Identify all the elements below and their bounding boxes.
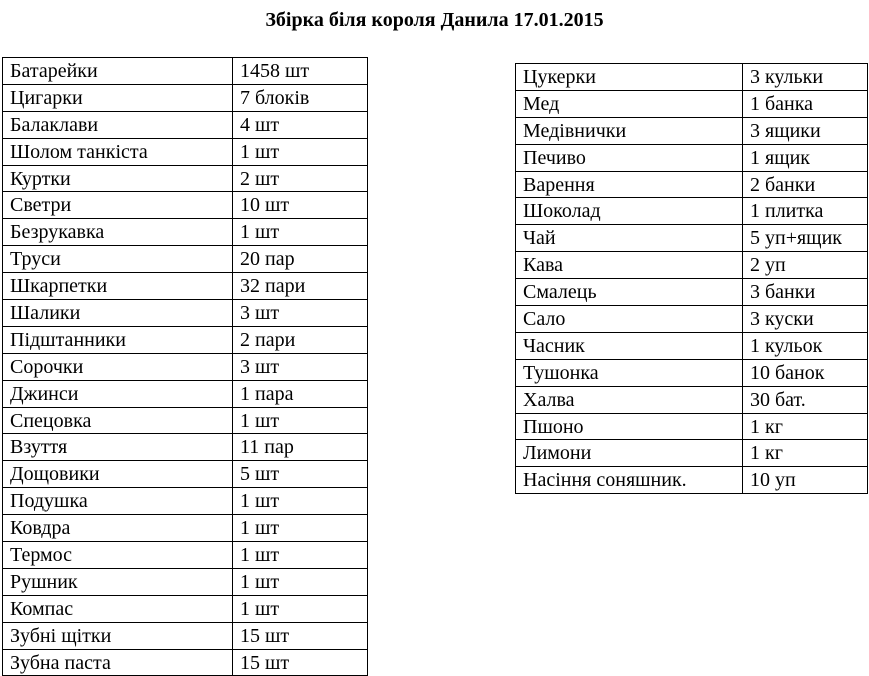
item-name-cell: Балаклави bbox=[3, 111, 233, 138]
item-quantity-cell: 1 шт bbox=[233, 488, 368, 515]
item-name-cell: Джинси bbox=[3, 380, 233, 407]
table-row bbox=[3, 58, 368, 85]
item-quantity-cell: 1 банка bbox=[743, 90, 868, 117]
item-name-cell: Дощовики bbox=[3, 461, 233, 488]
table-row bbox=[3, 568, 368, 595]
item-name-cell: Рушник bbox=[3, 568, 233, 595]
table-row bbox=[516, 225, 868, 252]
table-row bbox=[3, 111, 368, 138]
item-quantity-cell: 10 уп bbox=[743, 467, 868, 494]
item-quantity-cell: 1 шт bbox=[233, 138, 368, 165]
item-name-cell: Лимони bbox=[516, 440, 743, 467]
table-row bbox=[516, 252, 868, 279]
item-quantity-cell: 3 ящики bbox=[743, 117, 868, 144]
item-quantity-cell: 11 пар bbox=[233, 434, 368, 461]
item-name-cell: Шоколад bbox=[516, 198, 743, 225]
table-row bbox=[3, 488, 368, 515]
item-quantity-cell: 10 шт bbox=[233, 192, 368, 219]
table-row bbox=[516, 279, 868, 306]
table-row bbox=[516, 386, 868, 413]
item-name-cell: Зубна паста bbox=[3, 649, 233, 676]
table-row bbox=[3, 407, 368, 434]
item-name-cell: Сорочки bbox=[3, 353, 233, 380]
table-row bbox=[3, 515, 368, 542]
item-name-cell: Чай bbox=[516, 225, 743, 252]
table-row bbox=[3, 273, 368, 300]
table-row bbox=[516, 198, 868, 225]
item-quantity-cell: 2 пари bbox=[233, 326, 368, 353]
item-quantity-cell: 1 пара bbox=[233, 380, 368, 407]
item-quantity-cell: 1 кульок bbox=[743, 332, 868, 359]
item-name-cell: Тушонка bbox=[516, 359, 743, 386]
table-row bbox=[516, 90, 868, 117]
item-name-cell: Труси bbox=[3, 246, 233, 273]
table-row bbox=[516, 467, 868, 494]
item-quantity-cell: 20 пар bbox=[233, 246, 368, 273]
item-quantity-cell: 5 шт bbox=[233, 461, 368, 488]
right-items-table bbox=[515, 63, 868, 494]
item-name-cell: Халва bbox=[516, 386, 743, 413]
item-name-cell: Варення bbox=[516, 171, 743, 198]
item-name-cell: Мед bbox=[516, 90, 743, 117]
table-row bbox=[516, 440, 868, 467]
item-name-cell: Цигарки bbox=[3, 84, 233, 111]
table-row bbox=[3, 326, 368, 353]
item-name-cell: Шкарпетки bbox=[3, 273, 233, 300]
table-row bbox=[516, 359, 868, 386]
item-name-cell: Батарейки bbox=[3, 58, 233, 85]
table-row bbox=[516, 117, 868, 144]
item-quantity-cell: 1 шт bbox=[233, 595, 368, 622]
table-row bbox=[3, 192, 368, 219]
item-quantity-cell: 1 шт bbox=[233, 407, 368, 434]
table-row bbox=[3, 380, 368, 407]
item-quantity-cell: 1 кг bbox=[743, 440, 868, 467]
table-row bbox=[516, 144, 868, 171]
item-name-cell: Медівнички bbox=[516, 117, 743, 144]
item-quantity-cell: 5 уп+ящик bbox=[743, 225, 868, 252]
item-name-cell: Смалець bbox=[516, 279, 743, 306]
table-row bbox=[3, 595, 368, 622]
item-quantity-cell: 1 шт bbox=[233, 568, 368, 595]
document-title: Збірка біля короля Данила 17.01.2015 bbox=[265, 9, 604, 31]
table-row bbox=[516, 413, 868, 440]
table-row bbox=[3, 300, 368, 327]
item-quantity-cell: 1 ящик bbox=[743, 144, 868, 171]
table-row bbox=[3, 649, 368, 676]
item-quantity-cell: 1 кг bbox=[743, 413, 868, 440]
item-name-cell: Підштанники bbox=[3, 326, 233, 353]
item-quantity-cell: 3 шт bbox=[233, 300, 368, 327]
item-quantity-cell: 1 шт bbox=[233, 542, 368, 569]
item-quantity-cell: 15 шт bbox=[233, 622, 368, 649]
table-row bbox=[3, 246, 368, 273]
item-quantity-cell: 1 шт bbox=[233, 219, 368, 246]
item-quantity-cell: 2 банки bbox=[743, 171, 868, 198]
item-name-cell: Кава bbox=[516, 252, 743, 279]
item-quantity-cell: 15 шт bbox=[233, 649, 368, 676]
item-quantity-cell: 2 шт bbox=[233, 165, 368, 192]
item-name-cell: Насіння соняшник. bbox=[516, 467, 743, 494]
item-quantity-cell: 30 бат. bbox=[743, 386, 868, 413]
left-items-table bbox=[2, 57, 368, 676]
item-quantity-cell: 3 куски bbox=[743, 306, 868, 333]
item-name-cell: Взуття bbox=[3, 434, 233, 461]
table-row bbox=[3, 219, 368, 246]
item-name-cell: Подушка bbox=[3, 488, 233, 515]
item-quantity-cell: 3 банки bbox=[743, 279, 868, 306]
item-name-cell: Спецовка bbox=[3, 407, 233, 434]
item-quantity-cell: 3 кульки bbox=[743, 64, 868, 91]
table-row bbox=[3, 542, 368, 569]
item-quantity-cell: 1 шт bbox=[233, 515, 368, 542]
item-name-cell: Термос bbox=[3, 542, 233, 569]
item-name-cell: Зубні щітки bbox=[3, 622, 233, 649]
table-row bbox=[516, 306, 868, 333]
item-quantity-cell: 10 банок bbox=[743, 359, 868, 386]
item-name-cell: Шалики bbox=[3, 300, 233, 327]
table-row bbox=[3, 353, 368, 380]
item-name-cell: Цукерки bbox=[516, 64, 743, 91]
table-row bbox=[3, 84, 368, 111]
item-quantity-cell: 32 пари bbox=[233, 273, 368, 300]
item-quantity-cell: 1 плитка bbox=[743, 198, 868, 225]
item-name-cell: Шолом танкіста bbox=[3, 138, 233, 165]
table-row bbox=[516, 171, 868, 198]
item-name-cell: Куртки bbox=[3, 165, 233, 192]
item-quantity-cell: 2 уп bbox=[743, 252, 868, 279]
item-name-cell: Печиво bbox=[516, 144, 743, 171]
item-quantity-cell: 1458 шт bbox=[233, 58, 368, 85]
item-quantity-cell: 7 блоків bbox=[233, 84, 368, 111]
table-row bbox=[516, 64, 868, 91]
table-row bbox=[3, 434, 368, 461]
item-quantity-cell: 4 шт bbox=[233, 111, 368, 138]
table-row bbox=[3, 461, 368, 488]
item-name-cell: Часник bbox=[516, 332, 743, 359]
item-name-cell: Пшоно bbox=[516, 413, 743, 440]
table-row bbox=[3, 622, 368, 649]
table-row bbox=[3, 165, 368, 192]
item-name-cell: Сало bbox=[516, 306, 743, 333]
table-row bbox=[516, 332, 868, 359]
item-name-cell: Светри bbox=[3, 192, 233, 219]
table-row bbox=[3, 138, 368, 165]
item-quantity-cell: 3 шт bbox=[233, 353, 368, 380]
item-name-cell: Компас bbox=[3, 595, 233, 622]
item-name-cell: Ковдра bbox=[3, 515, 233, 542]
item-name-cell: Безрукавка bbox=[3, 219, 233, 246]
